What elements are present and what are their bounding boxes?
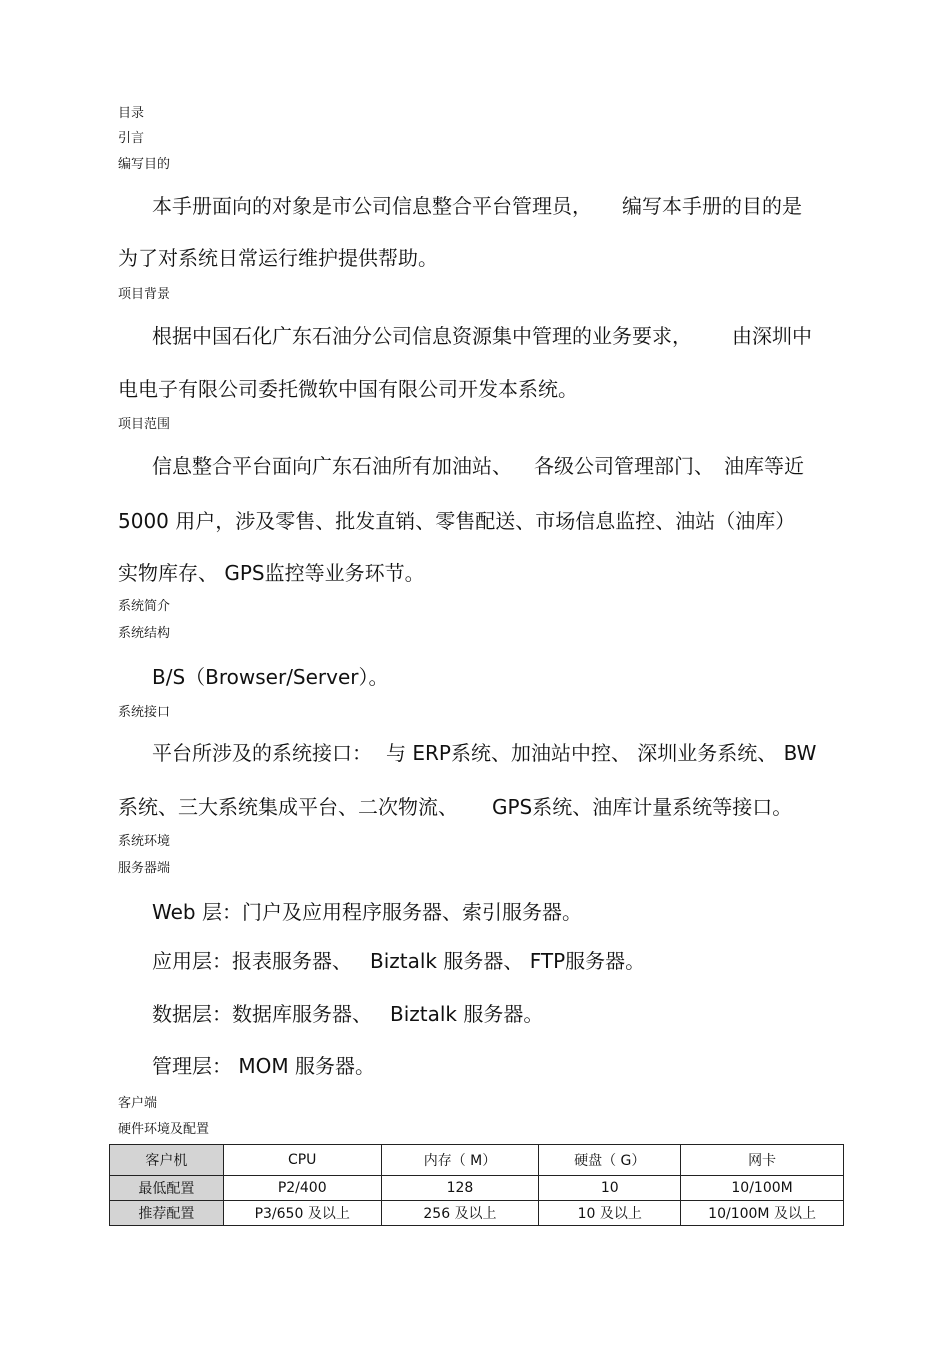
table-header-cell: 网卡 — [681, 1145, 844, 1176]
table-row — [110, 1176, 844, 1201]
table-cell: 10 及以上 — [539, 1201, 681, 1226]
server-data — [152, 1001, 543, 1027]
server-app-b: Biztalk 服务器、 FTP服务器。 — [370, 949, 646, 973]
table-cell: 10 — [539, 1176, 681, 1201]
interface-text-1b: 与 ERP系统、加油站中控、 深圳业务系统、 BW — [386, 741, 817, 765]
interface-text-2b: GPS系统、油库计量系统等接口。 — [492, 795, 793, 819]
server-data-a: 数据层：数据库服务器、 — [152, 1002, 372, 1026]
scope-text-1c: 油库等近 — [724, 454, 804, 478]
heading-purpose: 编写目的 — [118, 157, 171, 172]
scope-line-3: 实物库存、 GPS监控等业务环节。 — [118, 561, 425, 585]
background-text-1b: 由深圳中 — [732, 324, 812, 348]
background-line-2: 电电子有限公司委托微软中国有限公司开发本系统。 — [118, 377, 578, 401]
interface-text-2a: 系统、三大系统集成平台、二次物流、 — [118, 795, 458, 819]
scope-line-1 — [152, 453, 804, 479]
server-web: Web 层：门户及应用程序服务器、索引服务器。 — [152, 900, 582, 924]
server-data-b: Biztalk 服务器。 — [390, 1002, 544, 1026]
table-cell: 128 — [381, 1176, 539, 1201]
purpose-line-1 — [152, 193, 802, 219]
heading-intro: 引言 — [118, 131, 145, 146]
heading-server: 服务器端 — [118, 861, 171, 876]
table-header-cell: 内存（ M） — [381, 1145, 539, 1176]
table-row-header: 推荐配置 — [110, 1201, 224, 1226]
table-header-cell: 硬盘（ G） — [539, 1145, 681, 1176]
purpose-line-2: 为了对系统日常运行维护提供帮助。 — [118, 246, 438, 270]
heading-client: 客户端 — [118, 1096, 158, 1111]
table-cell: P2/400 — [223, 1176, 381, 1201]
table-cell: 256 及以上 — [381, 1201, 539, 1226]
table-header-cell: 客户机 — [110, 1145, 224, 1176]
heading-sys-env: 系统环境 — [118, 834, 171, 849]
table-cell: P3/650 及以上 — [223, 1201, 381, 1226]
server-mgmt: 管理层： MOM 服务器。 — [152, 1054, 375, 1078]
structure-line: B/S（Browser/Server）。 — [152, 665, 389, 689]
purpose-text-1b: 编写本手册的目的是 — [622, 194, 802, 218]
table-row-header: 最低配置 — [110, 1176, 224, 1201]
server-app-a: 应用层：报表服务器、 — [152, 949, 352, 973]
heading-sys-struct: 系统结构 — [118, 626, 171, 641]
purpose-text-1a: 本手册面向的对象是市公司信息整合平台管理员， — [152, 194, 592, 218]
table-cell: 10/100M 及以上 — [681, 1201, 844, 1226]
table-row — [110, 1201, 844, 1226]
server-app — [152, 948, 645, 974]
background-text-1a: 根据中国石化广东石油分公司信息资源集中管理的业务要求， — [152, 324, 692, 348]
heading-sys-iface: 系统接口 — [118, 705, 171, 720]
interface-line-1 — [152, 740, 816, 766]
heading-scope: 项目范围 — [118, 417, 171, 432]
table-header-cell: CPU — [223, 1145, 381, 1176]
heading-hw-env: 硬件环境及配置 — [118, 1122, 210, 1137]
heading-toc: 目录 — [118, 106, 145, 121]
hardware-table — [109, 1144, 844, 1226]
table-header-row — [110, 1145, 844, 1176]
scope-line-2: 5000 用户，涉及零售、批发直销、零售配送、市场信息监控、油站（油库） — [118, 509, 796, 533]
interface-line-2 — [118, 794, 792, 820]
heading-sys-intro: 系统简介 — [118, 599, 171, 614]
heading-background: 项目背景 — [118, 287, 171, 302]
scope-text-1b: 各级公司管理部门、 — [534, 454, 714, 478]
scope-text-1a: 信息整合平台面向广东石油所有加油站、 — [152, 454, 512, 478]
background-line-1 — [152, 323, 812, 349]
table-cell: 10/100M — [681, 1176, 844, 1201]
interface-text-1a: 平台所涉及的系统接口： — [152, 741, 372, 765]
